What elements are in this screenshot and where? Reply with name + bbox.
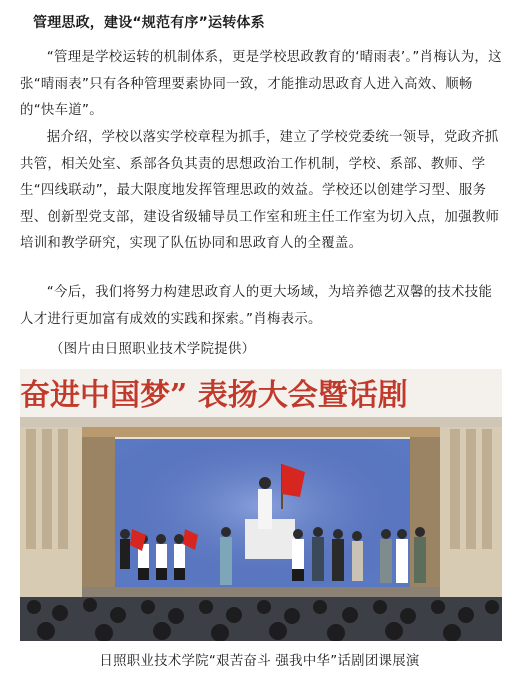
section-title: 管理思政，建设“规范有序”运转体系 <box>33 15 265 31</box>
photo-credit: （图片由日照职业技术学院提供） <box>50 342 256 357</box>
banner-text: 奋进中国梦” 表扬大会暨话剧 <box>20 378 408 413</box>
stage-performance-photo <box>20 369 502 641</box>
article-paragraph-2: 据介绍，学校以落实学校章程为抓手，建立了学校党委统一领导，党政齐抓共管，相关处室、系部各负其责的思想政治工作机制，学校、系部、教师、学生“四线联动”，最大限度地发挥管理思政的效益。学校还以创建学习型、服务型、创新型党支部，建设省级辅导员工作室和班主任工作室为切入点，加强教师培训和教学研究，实现了队伍协同和思政育人的全覆盖。 <box>20 130 500 252</box>
article-paragraph-1: “管理是学校运转的机制体系，更是学校思政教育的‘晴雨表’。”肖梅认为，这张“晴雨表”只有各种管理要素协同一致，才能推动思政育人进入高效、顺畅的“快车道”。 <box>20 50 502 119</box>
article-paragraph-3: “今后，我们将努力构建思政育人的更大场域，为培养德艺双馨的技术技能人才进行更加富有成效的实践和探索。”肖梅表示。 <box>20 285 493 327</box>
photo-caption: 日照职业技术学院“艰苦奋斗 强我中华”话剧团课展演 <box>99 654 420 669</box>
